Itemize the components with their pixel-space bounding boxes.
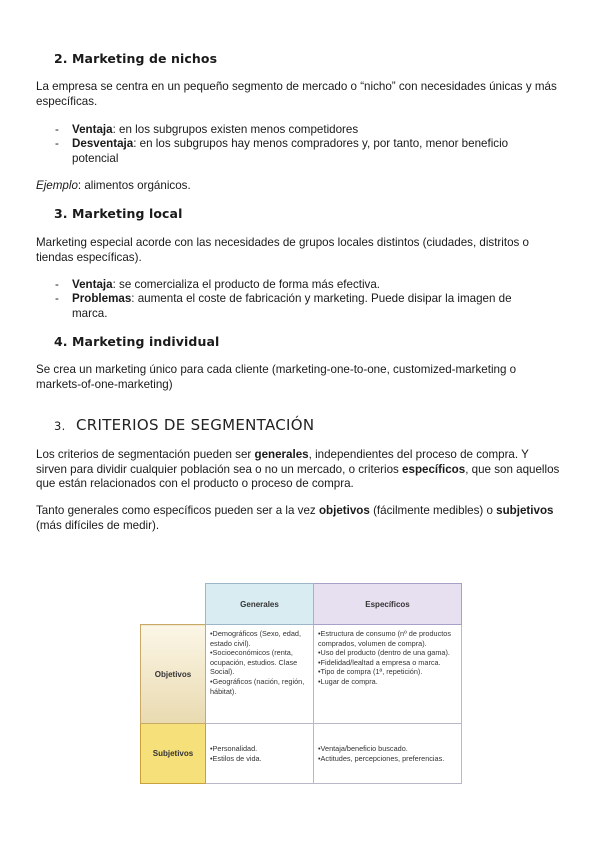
text-run: (más difíciles de medir). (36, 518, 160, 532)
heading-number: 2. (54, 51, 68, 66)
bullet-text: : se comercializa el producto de forma más efectiva. (112, 278, 381, 291)
paragraph-individual-intro: Se crea un marketing único para cada cliente (marketing-one-to-one, customized-marketing o markets-of-one-marketing) (36, 363, 517, 391)
paragraph-nichos-intro: La empresa se centra en un pequeño segmento de mercado o “nicho” con necesidades únicas y más específicas. (36, 80, 557, 108)
text-run: (fácilmente medibles) o (369, 504, 497, 517)
text-run: , independientes del proceso de compra. Y sirven para dividir cualquier población sea o no un mercado, o criterios (36, 448, 529, 476)
cell-line: •Ventaja/beneficio buscado. (318, 743, 408, 753)
heading-title: Marketing de nichos (72, 51, 218, 66)
cell-line: •Uso del producto (dentro de una gama). (318, 648, 450, 658)
cell-line: •Tipo de compra (1ª, repetición). (318, 667, 423, 677)
cell-line: •Personalidad. (210, 743, 258, 753)
text-run: Tanto generales como específicos pueden ser a la vez (36, 504, 319, 517)
heading-marketing-individual (54, 334, 219, 349)
paragraph-criterios-2 (36, 504, 561, 533)
cell-line: •Actitudes, percepciones, preferencias. (318, 753, 445, 763)
cell-objetivos-especificos (314, 625, 462, 724)
text-run: , que son aquellos que están relacionados con el producto o proceso de compra. (36, 462, 560, 490)
bullet-term: Problemas (72, 292, 132, 305)
text-run: Los criterios de segmentación pueden ser (36, 448, 255, 461)
example-text: : alimentos orgánicos. (77, 179, 191, 192)
bullet-term: Ventaja (72, 123, 113, 136)
column-header-especificos: Específicos (314, 584, 462, 625)
table-header-row (141, 584, 462, 625)
row-header-objetivos: Objetivos (141, 625, 206, 724)
paragraph-criterios-1 (36, 448, 561, 492)
bullet-ventaja-nichos: - Ventaja: en los subgrupos existen menos competidores (55, 123, 359, 136)
cell-line: •Estilos de vida. (210, 753, 262, 763)
cell-line: •Fidelidad/lealtad a empresa o marca. (318, 657, 441, 667)
text-bold-especificos: específicos (402, 462, 466, 476)
heading-title: Marketing individual (72, 334, 220, 349)
cell-subjetivos-generales (206, 724, 314, 784)
table-corner (141, 584, 206, 625)
cell-line: •Geográficos (nación, región, hábitat). (210, 676, 305, 696)
bullet-text: : en los subgrupos hay menos compradores y, por tanto, menor beneficio potencial (72, 137, 509, 165)
cell-line: •Demográficos (Sexo, edad, estado civil). (210, 629, 301, 648)
heading-criterios-segmentacion (54, 416, 314, 434)
cell-line: •Socioeconómicos (renta, ocupación, estudios. Clase Social). (210, 648, 298, 677)
example-label: Ejemplo (36, 179, 78, 192)
text-bold-subjetivos: subjetivos (496, 504, 554, 517)
cell-line: •Estructura de consumo (nº de productos comprados, volumen de compra). (318, 629, 451, 648)
paragraph-ejemplo (36, 179, 561, 194)
table-row-objetivos (141, 625, 462, 724)
row-header-subjetivos: Subjetivos (141, 724, 206, 784)
bullet-text: : aumenta el coste de fabricación y marketing. Puede disipar la imagen de marca. (72, 292, 512, 320)
segmentation-criteria-table (140, 583, 462, 784)
text-bold-generales: generales (254, 448, 309, 461)
cell-line: •Lugar de compra. (318, 676, 378, 686)
paragraph-local-intro: Marketing especial acorde con las necesidades de grupos locales distintos (ciudades, distritos o tiendas específicas). (36, 236, 530, 264)
bullet-desventaja-nichos: - Desventaja: en los subgrupos hay menos compradores y, por tanto, menor beneficio potencial (55, 137, 509, 165)
bullet-text: : en los subgrupos existen menos competidores (112, 123, 359, 136)
cell-subjetivos-especificos (314, 724, 462, 784)
heading-title: CRITERIOS DE SEGMENTACIÓN (76, 416, 315, 434)
table-row-subjetivos (141, 724, 462, 784)
bullet-term: Desventaja (72, 137, 134, 150)
bullet-ventaja-local: - Ventaja: se comercializa el producto de forma más efectiva. (55, 278, 381, 291)
heading-title: Marketing local (72, 206, 183, 221)
heading-number: 4. (54, 334, 68, 349)
heading-number: 3. (54, 206, 68, 221)
heading-marketing-local (54, 206, 182, 221)
text-bold-objetivos: objetivos (318, 504, 370, 517)
cell-objetivos-generales (206, 625, 314, 724)
bullet-problemas-local: - Problemas: aumenta el coste de fabricación y marketing. Puede disipar la imagen de marca. (55, 292, 512, 320)
heading-number: 3. (54, 419, 66, 433)
bullet-term: Ventaja (72, 278, 113, 291)
heading-marketing-nichos (54, 51, 217, 66)
column-header-generales: Generales (206, 584, 314, 625)
